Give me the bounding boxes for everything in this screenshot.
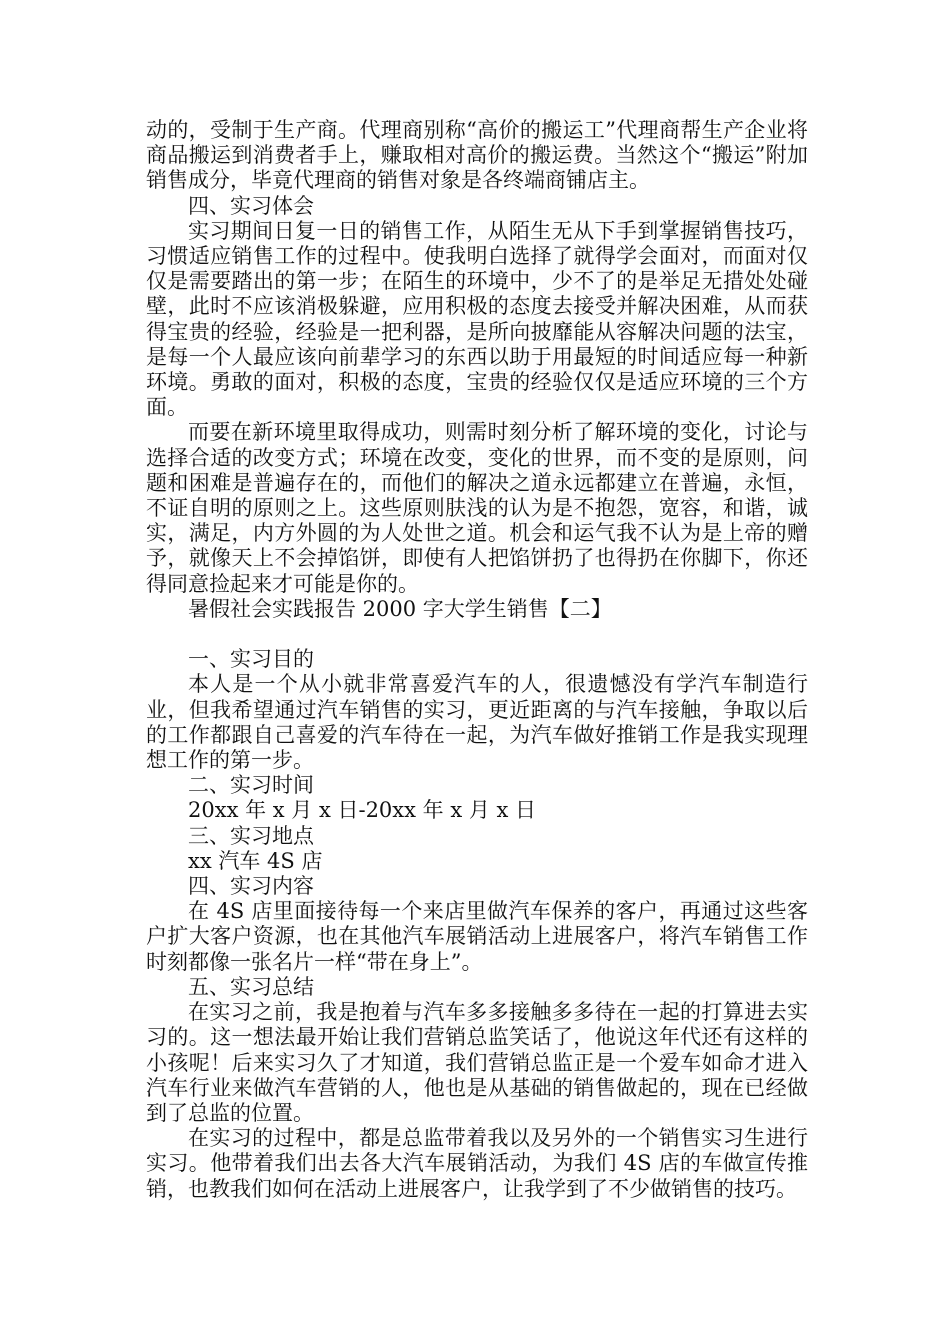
internship-dates: 20xx 年 x 月 x 日-20xx 年 x 月 x 日: [188, 798, 537, 823]
section-heading-content: 四、实习内容: [188, 874, 314, 899]
paragraph: 本人是一个从小就非常喜爱汽车的人，很遗憾没有学汽车制造行业，但我希望通过汽车销售的实习，更近距离的与汽车接触，争取以后的工作都跟自己喜爱的汽车待在一起，为汽车做好推销工作是我实现理想工作的第一步。: [146, 672, 808, 773]
paragraph: 在 4S 店里面接待每一个来店里做汽车保养的客户，再通过这些客户扩大客户资源，也在其他汽车展销活动上进展客户，将汽车销售工作时刻都像一张名片一样“带在身上”。: [146, 899, 808, 974]
paragraph: 在实习的过程中，都是总监带着我以及另外的一个销售实习生进行实习。他带着我们出去各大汽车展销活动，为我们 4S 店的车做宣传推销，也教我们如何在活动上进展客户，让我学到了不少做销售的技巧。: [146, 1126, 808, 1201]
paragraph-continuation: 动的，受制于生产商。代理商别称“高价的搬运工”代理商帮生产企业将商品搬运到消费者手上，赚取相对高价的搬运费。当然这个“搬运”附加销售成分，毕竟代理商的销售对象是各终端商铺店主。: [146, 118, 808, 193]
section-heading-location: 三、实习地点: [188, 823, 314, 848]
section-heading-purpose: 一、实习目的: [188, 647, 314, 672]
paragraph: 在实习之前，我是抱着与汽车多多接触多多待在一起的打算进去实习的。这一想法最开始让我们营销总监笑话了，他说这年代还有这样的小孩呢！后来实习久了才知道，我们营销总监正是一个爱车如命才进入汽车行业来做汽车营销的人，他也是从基础的销售做起的，现在已经做到了总监的位置。: [146, 1000, 808, 1125]
internship-location: xx 汽车 4S 店: [188, 848, 323, 873]
paragraph: 而要在新环境里取得成功，则需时刻分析了解环境的变化，讨论与选择合适的改变方式；环境在改变，变化的世界，而不变的是原则，问题和困难是普遍存在的，而他们的解决之道永远都建立在普遍，永恒，不证自明的原则之上。这些原则肤浅的认为是不抱怨，宽容，和谐，诚实，满足，内方外圆的为人处世之道。机会和运气我不认为是上帝的赠予，就像天上不会掉馅饼，即使有人把馅饼扔了也得扔在你脚下，你还得同意捡起来才可能是你的。: [146, 420, 808, 596]
document-body: [146, 118, 808, 1202]
section-heading-experience: 四、实习体会: [188, 193, 314, 218]
blank-line: [146, 622, 808, 647]
paragraph: 实习期间日复一日的销售工作，从陌生无从下手到掌握销售技巧，习惯适应销售工作的过程中。使我明白选择了就得学会面对，而面对仅仅是需要踏出的第一步；在陌生的环境中，少不了的是举足无措处处碰壁，此时不应该消极躲避，应用积极的态度去接受并解决困难，从而获得宝贵的经验，经验是一把利器，是所向披靡能从容解决问题的法宝，是每一个人最应该向前辈学习的东西以助于用最短的时间适应每一种新环境。勇敢的面对，积极的态度，宝贵的经验仅仅是适应环境的三个方面。: [146, 218, 808, 420]
report-subtitle: 暑假社会实践报告 2000 字大学生销售【二】: [188, 596, 612, 621]
section-heading-summary: 五、实习总结: [188, 974, 314, 999]
section-heading-time: 二、实习时间: [188, 773, 314, 798]
